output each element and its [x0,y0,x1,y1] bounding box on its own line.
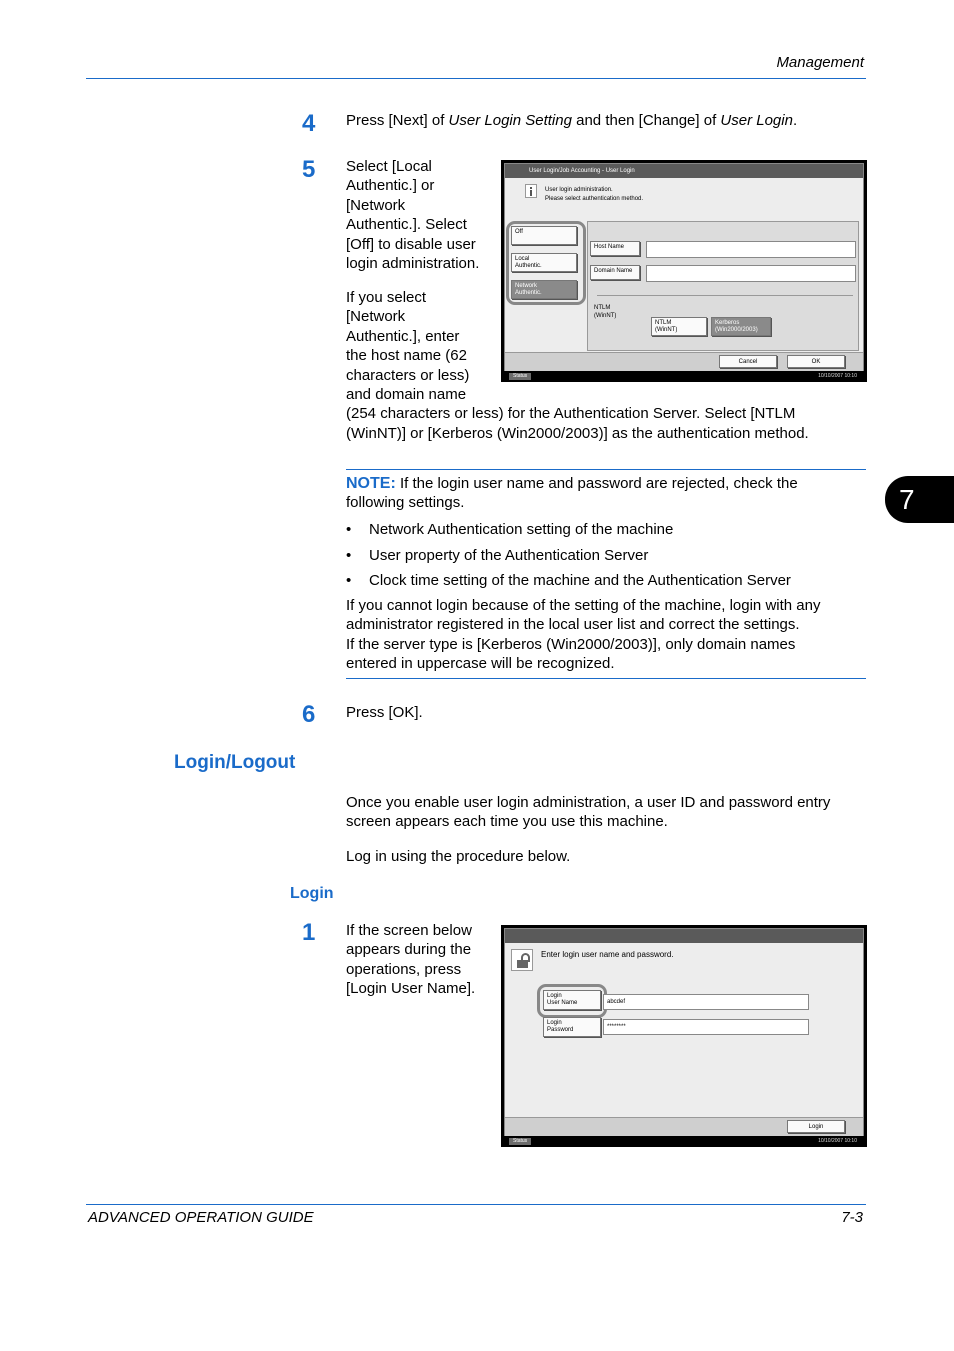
section-title: Login/Logout [174,752,296,773]
login-user-name-button[interactable]: Login User Name [543,990,601,1010]
note-paragraph: If you cannot login because of the setting of the machine, login with any administrator registered in the local user list and correct the settings. If the server type is [Kerberos (Win2000/2003)], only domain names entered in uppercase will be recognized. [346,597,821,673]
step-5-text: Select [Local Authentic.] or [Network Authentic.]. Select [Off] to disable user login administration. [346,158,480,273]
step-number-4: 4 [302,110,316,137]
host-name-field[interactable] [646,241,856,258]
local-authentic-button[interactable]: Local Authentic. [511,253,577,272]
login-password-button[interactable]: Login Password [543,1017,601,1037]
cancel-button[interactable]: Cancel [719,355,777,368]
domain-name-field[interactable] [646,265,856,282]
auth-method-label: NTLM (WinNT) [594,305,617,319]
list-item: • User property of the Authentication Server [346,546,791,572]
login-message: Enter login user name and password. [541,950,674,959]
login-user-name-field[interactable]: abcdef [603,994,809,1010]
note-bullet-list [346,520,791,597]
login-password-field[interactable]: ******** [603,1019,809,1035]
panel-screen [504,163,864,371]
status-bar [501,1136,867,1147]
domain-name-button[interactable]: Domain Name [590,265,640,280]
list-item: • Clock time setting of the machine and the Authentication Server [346,571,791,597]
step-number-6: 6 [302,701,316,728]
login-step-text: If the screen below appears during the operations, press [Login User Name]. [346,922,476,998]
note-bottom-rule [346,678,866,679]
list-item: • Network Authentication setting of the machine [346,520,791,546]
ok-button[interactable]: OK [787,355,845,368]
section-paragraph-1: Once you enable user login administration, a user ID and password entry screen appears each time you use this machine. [346,794,831,831]
host-name-button[interactable]: Host Name [590,241,640,256]
step-4-text: Press [Next] of User Login Setting and then [Change] of User Login. [346,112,798,129]
unlock-icon [511,949,533,971]
user-login-screenshot [501,160,867,382]
section-paragraph-2: Log in using the procedure below. [346,848,571,865]
panel-title: User Login/Job Accounting - User Login [505,164,863,178]
ntlm-button[interactable]: NTLM (WinNT) [651,317,707,336]
footer-rule [86,1204,866,1205]
chapter-tab: 7 [885,476,954,523]
info-icon [525,184,537,198]
status-bar [501,371,867,382]
panel-message-1: User login administration. [545,187,613,193]
step-number-1: 1 [302,919,316,946]
subsection-title: Login [290,885,334,902]
login-screen [504,928,864,1136]
status-button[interactable]: Status [509,1138,531,1145]
network-authentic-button[interactable]: Network Authentic. [511,280,577,299]
kerberos-button[interactable]: Kerberos (Win2000/2003) [711,317,771,336]
step-6-text: Press [OK]. [346,704,423,721]
login-titlebar [505,929,863,943]
step-number-5: 5 [302,156,316,183]
panel-message-2: Please select authentication method. [545,196,644,202]
page-number: 7-3 [841,1209,863,1226]
note-top-rule [346,469,866,470]
step-5-paragraph-2: If you select [Network Authentic.], enter the host name (62 characters or less) and domain name (254 characters or less) for the Authentication Server. Select [NTLM (WinNT)] or [Kerberos (Win2000/2003)] as the authentication method. [346,289,809,442]
status-button[interactable]: Status [509,373,531,380]
date-time: 10/10/2007 10:10 [818,1138,857,1144]
footer-guide-title: ADVANCED OPERATION GUIDE [88,1209,314,1226]
note-text: NOTE: If the login user name and password are rejected, check the following settings. [346,475,798,512]
date-time: 10/10/2007 10:10 [818,373,857,379]
off-button[interactable]: Off [511,226,577,245]
login-button[interactable]: Login [787,1120,845,1133]
header-rule [86,78,866,79]
divider [597,295,853,296]
running-header: Management [776,54,864,71]
login-screenshot [501,925,867,1147]
